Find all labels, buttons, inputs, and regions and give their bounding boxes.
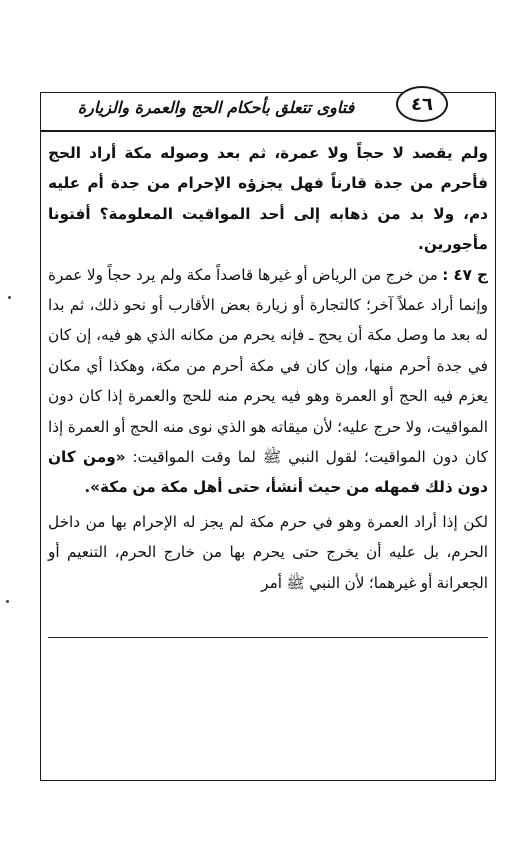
- header-rule: [40, 130, 496, 132]
- margin-mark: [8, 296, 11, 299]
- body-text: [48, 138, 488, 598]
- page-number: ٤٦: [396, 86, 448, 122]
- answer-label: ج ٤٧ :: [442, 265, 488, 284]
- section-divider: [48, 637, 488, 638]
- continuation-paragraph: لكن إذا أراد العمرة وهو في حرم مكة لم يجز له الإحرام بها من داخل الحرم، بل عليه أن يخرج حتى يحرم بها من خارج الحرم، التنعيم أو الجعرانة أو غيرهما؛ لأن النبي ﷺ أمر: [48, 512, 488, 592]
- margin-mark: [6, 600, 9, 603]
- running-header-title: فتاوى تتعلق بأحكام الحج والعمرة والزيارة: [77, 98, 355, 117]
- question-paragraph: ولم يقصد لا حجاً ولا عمرة، ثم بعد وصوله مكة أراد الحج فأحرم من جدة قارناً فهل يجزؤه الإحرام من جدة أم عليه دم، ولا بد من ذهابه إلى أحد المواقيت المعلومة؟ أفتونا مأجورين.: [48, 144, 488, 254]
- hadith-quote: «ومن كان دون ذلك فمهله من حيث أنشأ، حتى أهل مكة من مكة».: [48, 448, 488, 497]
- answer-paragraph: [48, 260, 488, 503]
- answer-text: من خرج من الرياض أو غيرها قاصداً مكة ولم يرد حجاً ولا عمرة وإنما أراد عملاً آخر؛ كالتجارة أو زيارة بعض الأقارب أو نحو ذلك، ثم بدا له بعد ما وصل مكة أن يحج ـ فإنه يحرم من مكانه الذي هو فيه، إن كان في جدة أحرم منها، وإن كان في مكة أحرم من مكة، وهكذا أي مكان يعزم فيه الحج أو العمرة وهو فيه يحرم منه للحج والعمرة إذا كان دون المواقيت، ولا حرج عليه؛ لأن ميقاته هو الذي نوى منه الحج أو العمرة إذا كان دون المواقيت؛ لقول النبي ﷺ لما وقت المواقيت:: [48, 265, 488, 467]
